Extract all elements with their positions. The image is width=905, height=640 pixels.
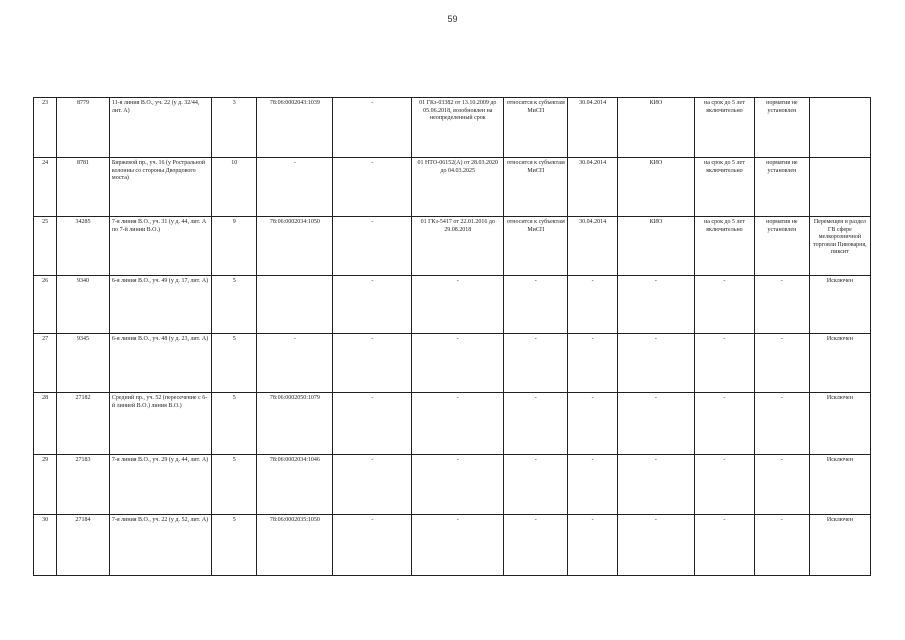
norm-cell: - xyxy=(754,334,809,393)
table-row xyxy=(34,455,871,515)
cadastral-number-cell: 78:06:0002034:1050 xyxy=(257,217,333,276)
row-number-cell: 30 xyxy=(34,515,57,576)
norm-cell: - xyxy=(754,455,809,515)
category-cell: - xyxy=(504,334,568,393)
registry-number-cell: 9345 xyxy=(57,334,110,393)
row-number-cell: 29 xyxy=(34,455,57,515)
category-cell: относится к субъектам МиСП xyxy=(504,158,568,217)
date-cell: 30.04.2014 xyxy=(568,158,618,217)
place-count-cell: 5 xyxy=(212,455,257,515)
agency-cell: КИО xyxy=(617,217,694,276)
agency-cell: - xyxy=(617,393,694,455)
date-cell: - xyxy=(568,334,618,393)
term-cell: - xyxy=(694,334,754,393)
term-cell: - xyxy=(694,455,754,515)
column-6-cell: - xyxy=(333,334,412,393)
norm-cell: норматив не установлен xyxy=(754,217,809,276)
registry-number-cell: 34285 xyxy=(57,217,110,276)
column-6-cell: - xyxy=(333,393,412,455)
agency-cell: - xyxy=(617,334,694,393)
column-6-cell: - xyxy=(333,158,412,217)
category-cell: - xyxy=(504,455,568,515)
term-cell: - xyxy=(694,276,754,334)
address-cell: 7-я линия В.О., уч. 31 (у д. 44, лит. А по 7-й линии В.О.) xyxy=(109,217,211,276)
norm-cell: - xyxy=(754,515,809,576)
address-cell: 7-я линия В.О., уч. 29 (у д. 44, лит. А) xyxy=(109,455,211,515)
registry-number-cell: 9340 xyxy=(57,276,110,334)
category-cell: - xyxy=(504,393,568,455)
agency-cell: - xyxy=(617,455,694,515)
address-cell: 6-я линия В.О., уч. 48 (у д. 23, лит. А) xyxy=(109,334,211,393)
note-cell: Исключен xyxy=(809,276,870,334)
place-count-cell: 5 xyxy=(212,334,257,393)
agency-cell: - xyxy=(617,276,694,334)
cadastral-number-cell: 78:06:0002043:1039 xyxy=(257,98,333,158)
row-number-cell: 26 xyxy=(34,276,57,334)
note-cell: Исключен xyxy=(809,455,870,515)
registry-number-cell: 8779 xyxy=(57,98,110,158)
address-cell: 11-я линия В.О., уч. 22 (у д. 32/44, лит. А) xyxy=(109,98,211,158)
term-cell: - xyxy=(694,515,754,576)
cadastral-number-cell: 78:06:0002050:1079 xyxy=(257,393,333,455)
table-row xyxy=(34,98,871,158)
registry-number-cell: 27182 xyxy=(57,393,110,455)
note-cell: Перемещен в раздел ГВ сфере мелкорозничной торговли Пивоварня, пиксит xyxy=(809,217,870,276)
date-cell: - xyxy=(568,455,618,515)
permit-cell: - xyxy=(412,515,504,576)
place-count-cell: 10 xyxy=(212,158,257,217)
category-cell: - xyxy=(504,515,568,576)
address-cell: Биржевой пр., уч. 16 (у Ростральной колонны со стороны Дворцового моста) xyxy=(109,158,211,217)
place-count-cell: 5 xyxy=(212,515,257,576)
category-cell: относится к субъектам МиСП xyxy=(504,98,568,158)
registry-number-cell: 27184 xyxy=(57,515,110,576)
note-cell: Исключен xyxy=(809,334,870,393)
note-cell: Исключен xyxy=(809,393,870,455)
cadastral-number-cell: - xyxy=(257,334,333,393)
table-row xyxy=(34,334,871,393)
column-6-cell: - xyxy=(333,455,412,515)
place-count-cell: 9 xyxy=(212,217,257,276)
agency-cell: КИО xyxy=(617,158,694,217)
note-cell: Исключен xyxy=(809,515,870,576)
registry-number-cell: 27183 xyxy=(57,455,110,515)
row-number-cell: 27 xyxy=(34,334,57,393)
cadastral-number-cell: 78:06:0002034:1046 xyxy=(257,455,333,515)
cadastral-number-cell: - xyxy=(257,158,333,217)
permit-cell: 01 ГКз-03382 от 13.10.2009 до 05.06.2018, возобновлен на неопределенный срок xyxy=(412,98,504,158)
agency-cell: - xyxy=(617,515,694,576)
term-cell: на срок до 5 лет включительно xyxy=(694,158,754,217)
cadastral-number-cell xyxy=(257,276,333,334)
permit-cell: - xyxy=(412,334,504,393)
table-row xyxy=(34,276,871,334)
note-cell xyxy=(809,158,870,217)
date-cell: 30.04.2014 xyxy=(568,98,618,158)
norm-cell: - xyxy=(754,393,809,455)
registry-number-cell: 8781 xyxy=(57,158,110,217)
page-number: 59 xyxy=(447,14,458,24)
permit-cell: 01 ГКз-5417 от 22.01.2016 до 29.08.2018 xyxy=(412,217,504,276)
column-6-cell: - xyxy=(333,276,412,334)
table-row xyxy=(34,158,871,217)
row-number-cell: 28 xyxy=(34,393,57,455)
place-count-cell: 5 xyxy=(212,393,257,455)
registry-table xyxy=(33,97,871,576)
norm-cell: норматив не установлен xyxy=(754,98,809,158)
date-cell: - xyxy=(568,393,618,455)
place-count-cell: 5 xyxy=(212,276,257,334)
permit-cell: - xyxy=(412,393,504,455)
category-cell: относится к субъектам МиСП xyxy=(504,217,568,276)
row-number-cell: 24 xyxy=(34,158,57,217)
date-cell: 30.04.2014 xyxy=(568,217,618,276)
date-cell: - xyxy=(568,276,618,334)
column-6-cell: - xyxy=(333,98,412,158)
table-row xyxy=(34,515,871,576)
agency-cell: КИО xyxy=(617,98,694,158)
term-cell: - xyxy=(694,393,754,455)
table-row xyxy=(34,217,871,276)
place-count-cell: 3 xyxy=(212,98,257,158)
address-cell: 6-я линия В.О., уч. 49 (у д. 17, лит. А) xyxy=(109,276,211,334)
norm-cell: норматив не установлен xyxy=(754,158,809,217)
norm-cell: - xyxy=(754,276,809,334)
note-cell xyxy=(809,98,870,158)
permit-cell: 01 НТО-06152(А) от 28.03.2020 до 04.03.2025 xyxy=(412,158,504,217)
row-number-cell: 25 xyxy=(34,217,57,276)
cadastral-number-cell: 78:06:0002035:1050 xyxy=(257,515,333,576)
term-cell: на срок до 5 лет включительно xyxy=(694,217,754,276)
permit-cell: - xyxy=(412,276,504,334)
column-6-cell: - xyxy=(333,515,412,576)
address-cell: Средний пр., уч. 52 (пересечение с 6-й линией В.О.) линия В.О.) xyxy=(109,393,211,455)
term-cell: на срок до 5 лет включительно xyxy=(694,98,754,158)
address-cell: 7-я линия В.О., уч. 22 (у д. 52, лит. А) xyxy=(109,515,211,576)
category-cell: - xyxy=(504,276,568,334)
date-cell: - xyxy=(568,515,618,576)
row-number-cell: 23 xyxy=(34,98,57,158)
permit-cell: - xyxy=(412,455,504,515)
table-row xyxy=(34,393,871,455)
column-6-cell: - xyxy=(333,217,412,276)
